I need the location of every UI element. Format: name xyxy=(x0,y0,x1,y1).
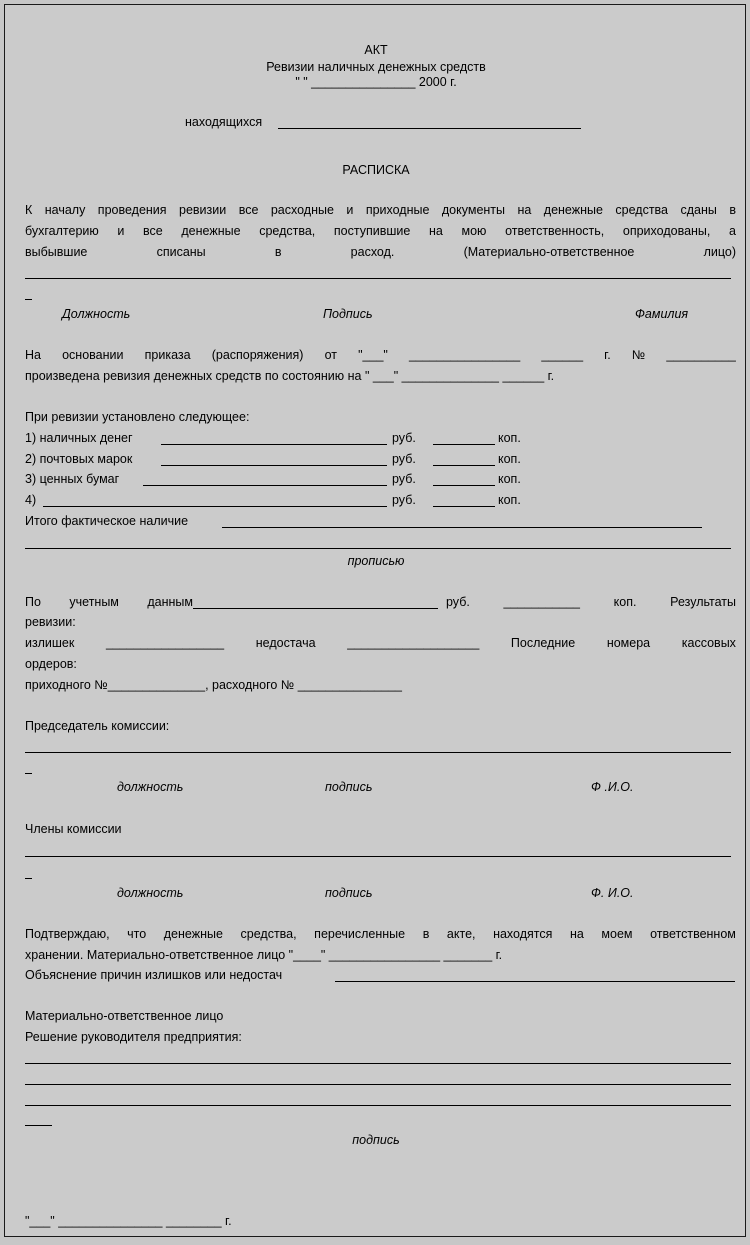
word: и xyxy=(117,224,125,238)
responsible-person-label: Материально-ответственное лицо xyxy=(25,1009,224,1023)
records-line-1b xyxy=(446,595,736,609)
act-subtitle: Ревизии наличных денежных средств xyxy=(266,60,486,74)
confirmation-line-1 xyxy=(25,927,736,941)
word: (распоряжения) xyxy=(211,348,304,362)
document-page xyxy=(4,4,746,1237)
word: на xyxy=(569,927,584,941)
word: К xyxy=(25,203,33,217)
chairman-label: Председатель комиссии: xyxy=(25,719,170,733)
finding-kop-line xyxy=(433,485,495,486)
decision-dash xyxy=(25,1125,52,1126)
chairman-dash xyxy=(25,773,32,774)
word: все xyxy=(238,203,259,217)
word: расходные xyxy=(270,203,334,217)
finding-amount-line xyxy=(43,506,387,507)
members-dash xyxy=(25,878,32,879)
word: лицо) xyxy=(703,245,736,259)
chairman-caption-name: Ф .И.О. xyxy=(591,780,634,794)
in-words-caption: прописью xyxy=(347,554,405,568)
basis-line-2: произведена ревизия денежных средств по состоянию на " ___" ______________ ______ г. xyxy=(25,369,555,383)
records-line-3 xyxy=(25,636,736,650)
word: на xyxy=(429,224,443,238)
word: документы xyxy=(441,203,506,217)
word: бухгалтерию xyxy=(25,224,99,238)
word: а xyxy=(729,224,736,238)
word: и xyxy=(346,203,354,217)
word: списаны xyxy=(156,245,206,259)
finding-rub-4: руб. xyxy=(392,493,416,507)
finding-kop-2: коп. xyxy=(498,452,521,466)
word: ________________ xyxy=(408,348,521,362)
finding-kop-4: коп. xyxy=(498,493,521,507)
finding-kop-3: коп. xyxy=(498,472,521,486)
word: _________________ xyxy=(105,636,225,650)
finding-label-2: 2) почтовых марок xyxy=(25,452,133,466)
word: На xyxy=(25,348,41,362)
signature-line xyxy=(25,278,731,279)
word: основании xyxy=(62,348,124,362)
word: ___________ xyxy=(503,595,580,609)
basis-line-1 xyxy=(25,348,736,362)
explanation-label: Объяснение причин излишков или недостач xyxy=(25,968,283,982)
word: г. xyxy=(604,348,611,362)
word: поступившие xyxy=(333,224,411,238)
word: (Материально-ответственное xyxy=(463,245,635,259)
finding-label-4: 4) xyxy=(25,493,37,507)
word: денежные xyxy=(543,203,603,217)
members-caption-position: должность xyxy=(117,886,184,900)
members-label: Члены комиссии xyxy=(25,822,122,836)
records-line-4: ордеров: xyxy=(25,657,77,671)
word: денежные xyxy=(181,224,241,238)
confirmation-line-2: хранении. Материально-ответственное лицо "____" ________________ _______ г. xyxy=(25,948,503,962)
word: Последние xyxy=(510,636,576,650)
decision-line xyxy=(25,1063,731,1064)
signature-dash xyxy=(25,299,32,300)
total-words-line xyxy=(25,548,731,549)
word: Результаты xyxy=(670,595,736,609)
findings-intro: При ревизии установлено следующее: xyxy=(25,410,250,424)
word: сданы xyxy=(680,203,717,217)
finding-label-3: 3) ценных бумаг xyxy=(25,472,120,486)
decision-signature-caption: подпись xyxy=(352,1133,400,1147)
finding-rub-3: руб. xyxy=(392,472,416,486)
word: в xyxy=(422,927,430,941)
word: началу xyxy=(44,203,86,217)
total-line xyxy=(222,527,702,528)
finding-kop-line xyxy=(433,444,495,445)
word: коп. xyxy=(613,595,637,609)
members-caption-signature: подпись xyxy=(325,886,373,900)
finding-rub-1: руб. xyxy=(392,431,416,445)
word: от xyxy=(324,348,337,362)
word: № xyxy=(631,348,646,362)
total-label: Итого фактическое наличие xyxy=(25,514,189,528)
word: находятся xyxy=(493,927,553,941)
word: денежные xyxy=(163,927,223,941)
word: номера xyxy=(606,636,651,650)
word: в xyxy=(729,203,736,217)
receipt-text-line-3 xyxy=(25,245,736,259)
location-label: находящихся xyxy=(185,115,263,129)
chairman-signature-line xyxy=(25,752,731,753)
finding-kop-line xyxy=(433,506,495,507)
caption-position: Должность xyxy=(62,307,131,321)
explanation-line xyxy=(335,981,735,982)
word: "___" xyxy=(358,348,388,362)
word: ______ xyxy=(541,348,584,362)
finding-amount-line xyxy=(161,465,387,466)
chairman-caption-position: должность xyxy=(117,780,184,794)
word: ревизии xyxy=(179,203,227,217)
finding-kop-line xyxy=(433,465,495,466)
word: недостача xyxy=(255,636,316,650)
word: По xyxy=(25,595,41,609)
word: Подтверждаю, xyxy=(25,927,110,941)
word: средства, xyxy=(240,927,297,941)
word: __________ xyxy=(666,348,736,362)
records-line-5: приходного №______________, расходного № _______________ xyxy=(25,678,402,692)
word: руб. xyxy=(446,595,470,609)
word: в xyxy=(274,245,282,259)
act-date-line: " " _______________ 2000 г. xyxy=(295,75,457,89)
records-amount-line xyxy=(193,608,438,609)
finding-amount-line xyxy=(161,444,387,445)
word: излишек xyxy=(25,636,75,650)
word: кассовых xyxy=(681,636,736,650)
word: что xyxy=(127,927,147,941)
receipt-text-line-1 xyxy=(25,203,736,217)
word: приходные xyxy=(365,203,430,217)
records-line-1a xyxy=(25,595,193,609)
receipt-text-line-2 xyxy=(25,224,736,238)
decision-line xyxy=(25,1105,731,1106)
word: ответственность, xyxy=(505,224,605,238)
receipt-title: РАСПИСКА xyxy=(342,163,410,177)
word: все xyxy=(143,224,163,238)
word: акте, xyxy=(446,927,476,941)
word: на xyxy=(517,203,532,217)
decision-line xyxy=(25,1084,731,1085)
finding-label-1: 1) наличных денег xyxy=(25,431,133,445)
word: проведения xyxy=(97,203,167,217)
chairman-caption-signature: подпись xyxy=(325,780,373,794)
word: ___________________ xyxy=(347,636,480,650)
caption-surname: Фамилия xyxy=(635,307,689,321)
word: учетным xyxy=(69,595,119,609)
word: средства xyxy=(615,203,669,217)
members-caption-name: Ф. И.О. xyxy=(591,886,634,900)
word: оприходованы, xyxy=(622,224,711,238)
finding-rub-2: руб. xyxy=(392,452,416,466)
word: перечисленные xyxy=(314,927,406,941)
finding-kop-1: коп. xyxy=(498,431,521,445)
word: приказа xyxy=(144,348,191,362)
word: мою xyxy=(461,224,487,238)
word: выбывшие xyxy=(25,245,88,259)
word: данным xyxy=(147,595,193,609)
records-line-2: ревизии: xyxy=(25,615,76,629)
final-date-line: "___" _______________ ________ г. xyxy=(25,1214,232,1228)
word: моем xyxy=(601,927,633,941)
word: ответственном xyxy=(650,927,736,941)
word: средства, xyxy=(259,224,316,238)
finding-amount-line xyxy=(143,485,387,486)
members-signature-line xyxy=(25,856,731,857)
location-blank xyxy=(278,128,581,129)
act-title: АКТ xyxy=(364,43,388,57)
word: расход. xyxy=(350,245,395,259)
caption-signature: Подпись xyxy=(323,307,373,321)
decision-label: Решение руководителя предприятия: xyxy=(25,1030,242,1044)
